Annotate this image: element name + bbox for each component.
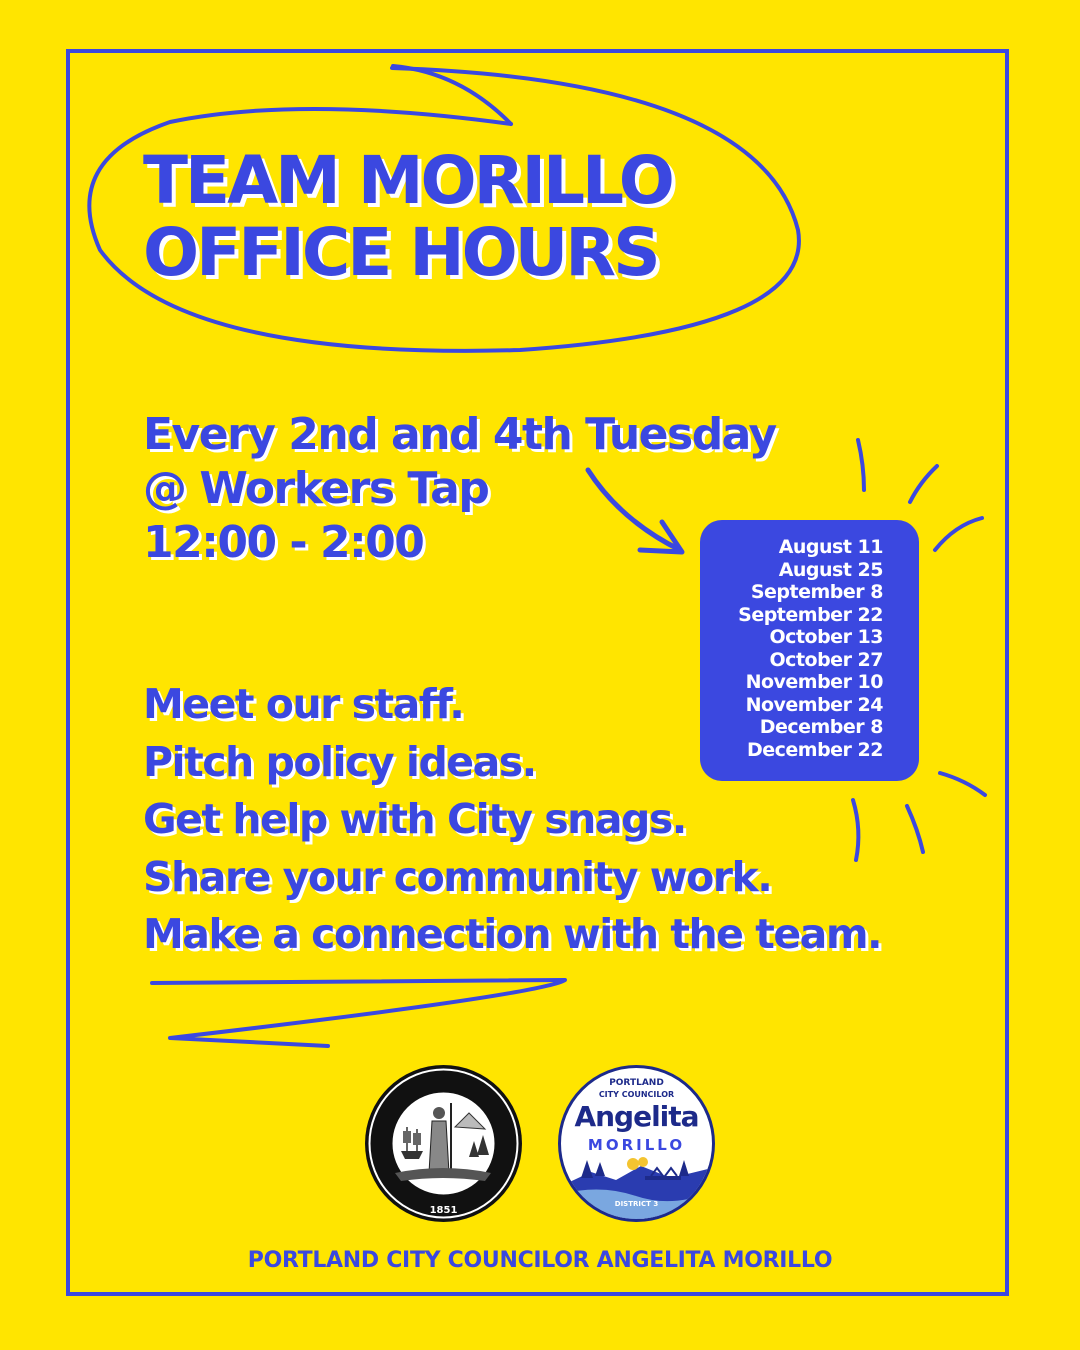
date-item: August 25: [778, 558, 883, 581]
date-item: September 22: [738, 603, 883, 626]
date-item: November 24: [745, 693, 883, 716]
schedule-info: [143, 408, 776, 570]
list-item: Meet our staff.: [143, 680, 464, 728]
date-item: October 13: [769, 626, 883, 648]
seal-graphic: [365, 1065, 522, 1222]
title-line-2: OFFICE HOURS: [143, 214, 658, 291]
city-of-portland-seal-logo: [365, 1065, 522, 1222]
schedule-location: @ Workers Tap: [143, 463, 489, 514]
list-item: Get help with City snags.: [143, 795, 686, 843]
badge-district: DISTRICT 3: [614, 1200, 659, 1208]
activities-list: [143, 676, 881, 964]
date-item: December 8: [759, 716, 883, 738]
footer-credit: PORTLAND CITY COUNCILOR ANGELITA MORILLO: [247, 1248, 833, 1273]
schedule-frequency: Every 2nd and 4th Tuesday: [143, 409, 776, 460]
page-title: [143, 142, 672, 291]
list-item: Pitch policy ideas.: [143, 737, 536, 786]
date-item: October 27: [769, 648, 883, 671]
badge-last-name: MORILLO: [587, 1136, 686, 1154]
seal-year: 1851: [429, 1205, 458, 1216]
date-item: November 10: [745, 671, 883, 693]
badge-line-2: CITY COUNCILOR: [598, 1090, 675, 1099]
list-item: Share your community work.: [143, 852, 772, 901]
badge-line-1: PORTLAND: [609, 1078, 664, 1088]
title-line-1: TEAM MORILLO: [143, 142, 672, 219]
date-item: August 11: [778, 536, 883, 558]
date-item: December 22: [746, 738, 883, 761]
badge-first-name: Angelita: [574, 1100, 699, 1133]
angelita-morillo-logo: [558, 1065, 715, 1222]
schedule-time: 12:00 - 2:00: [143, 517, 424, 568]
list-item: Make a connection with the team.: [143, 910, 882, 958]
date-item: September 8: [750, 581, 883, 603]
